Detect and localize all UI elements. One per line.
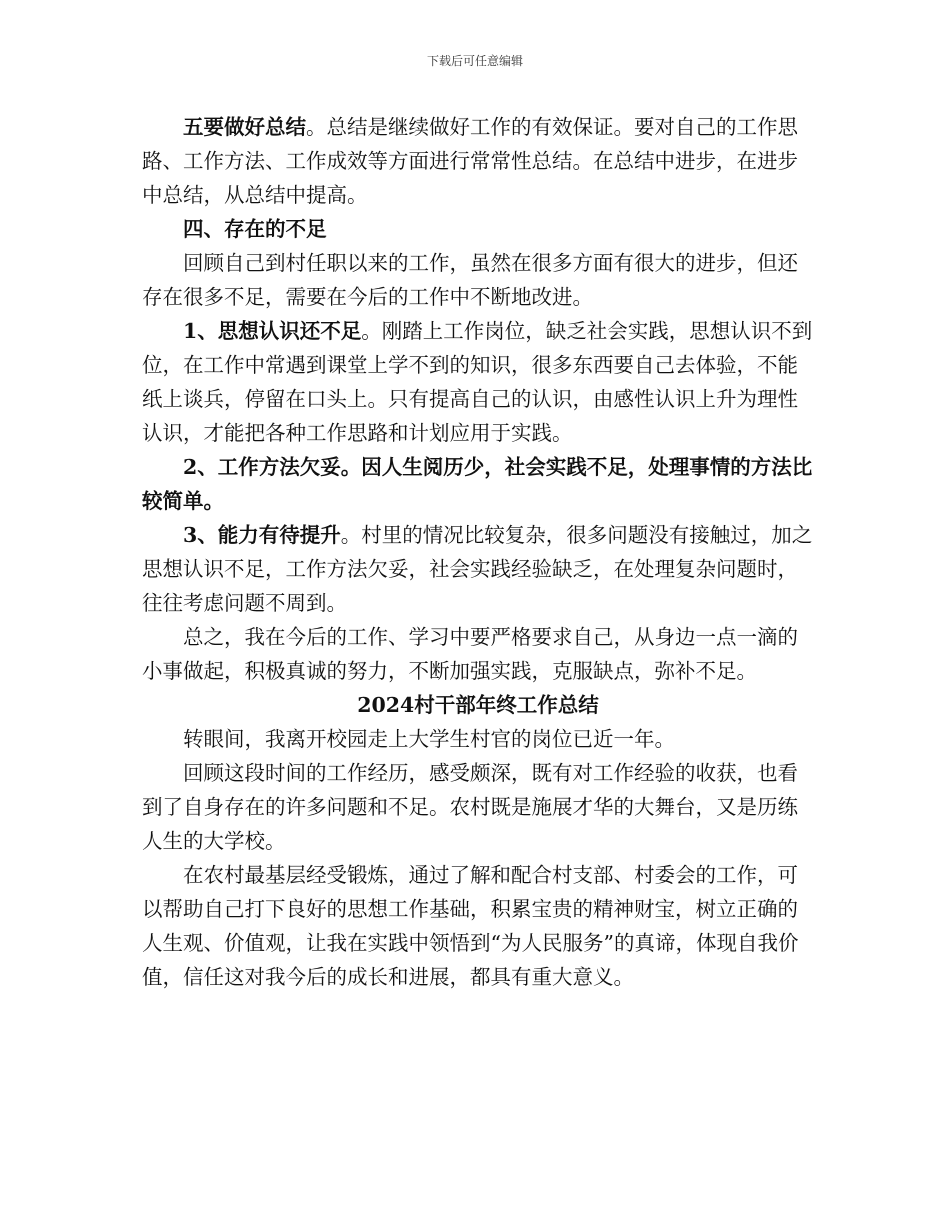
paragraph-lead: 3、能力有待提升 [183,523,341,547]
paragraph-point-3 [142,518,814,620]
document-body [142,110,814,994]
paragraph-intro: 转眼间，我离开校园走上大学生村官的岗位已近一年。 [183,727,675,751]
paragraph-summary [142,110,814,212]
section-heading: 四、存在的不足 [183,217,327,241]
paragraph-point-2: 2、工作方法欠妥。因人生阅历少，社会实践不足，处理事情的方法比较简单。 [142,455,813,513]
paragraph-conclusion: 总之，我在今后的工作、学习中要严格要求自己，从身边一点一滴的小事做起，积极真诚的努力，不断加强实践，克服缺点，弥补不足。 [142,625,798,683]
paragraph-lead: 1、思想认识还不足 [183,319,362,343]
document-title: 2024村干部年终工作总结 [357,693,599,717]
paragraph-text: 。刚踏上工作岗位，缺乏社会实践，思想认识不到位，在工作中常遇到课堂上学不到的知识，很多东西要自己去体验，不能纸上谈兵，停留在口头上。只有提高自己的认识，由感性认识上升为理性认识，才能把各种工作思路和计划应用于实践。 [142,319,813,445]
paragraph-review: 回顾自己到村任职以来的工作，虽然在很多方面有很大的进步，但还存在很多不足，需要在今后的工作中不断地改进。 [142,251,798,309]
paragraph-point-1 [142,314,814,450]
paragraph-text: 。总结是继续做好工作的有效保证。要对自己的工作思路、工作方法、工作成效等方面进行常常性总结。在总结中进步，在进步中总结，从总结中提高。 [142,115,798,207]
paragraph-text: 。村里的情况比较复杂，很多问题没有接触过，加之思想认识不足，工作方法欠妥，社会实践经验缺乏，在处理复杂问题时，往往考虑问题不周到。 [142,523,813,615]
page-header: 下载后可任意编辑 [426,54,523,68]
paragraph-experience: 回顾这段时间的工作经历，感受颇深，既有对工作经验的收获，也看到了自身存在的许多问题和不足。农村既是施展才华的大舞台，又是历练人生的大学校。 [142,761,798,853]
paragraph-significance: 在农村最基层经受锻炼，通过了解和配合村支部、村委会的工作，可以帮助自己打下良好的思想工作基础，积累宝贵的精神财宝，树立正确的人生观、价值观，让我在实践中领悟到“为人民服务”的真谛，体现自我价值，信任这对我今后的成长和进展，都具有重大意义。 [142,863,799,989]
paragraph-lead: 五要做好总结 [183,115,306,139]
